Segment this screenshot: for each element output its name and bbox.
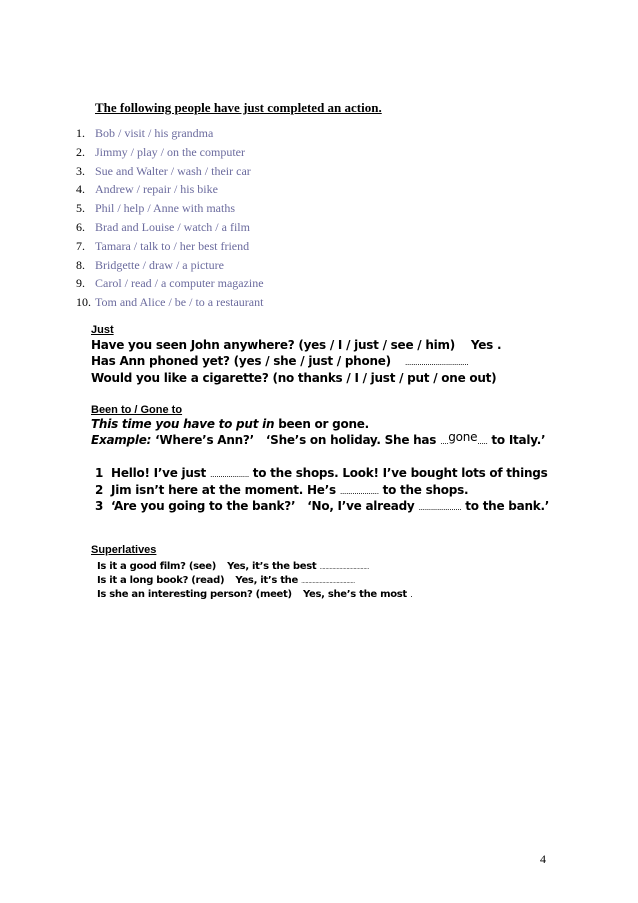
item-text: Sue and Walter / wash / their car xyxy=(95,163,251,178)
item-number: 4. xyxy=(76,182,85,197)
question-text: Is she an interesting person? (meet) xyxy=(97,589,292,600)
sentence-number: 2 xyxy=(95,483,104,497)
list-item xyxy=(76,274,264,293)
item-text: Bob / visit / his grandma xyxy=(95,126,214,140)
exercise-sentence-1 xyxy=(95,466,547,480)
list-item xyxy=(76,124,264,143)
item-number: 2. xyxy=(76,144,85,159)
item-text: Andrew / repair / his bike xyxy=(95,182,218,197)
just-question-1 xyxy=(91,338,501,352)
item-number: 5. xyxy=(76,201,85,216)
sentence-start: ‘Are you going to the bank?’ xyxy=(111,499,296,513)
sentence-number: 3 xyxy=(95,499,104,513)
example-label: Example: xyxy=(91,433,152,447)
answer-blank: ................... xyxy=(209,470,249,479)
example-answer-end: to Italy.’ xyxy=(491,433,546,447)
superlative-row-1 xyxy=(97,561,369,572)
item-number: 6. xyxy=(76,219,85,234)
example-handwritten-answer: gone xyxy=(448,430,478,444)
been-gone-title: Been to / Gone to xyxy=(91,404,183,416)
page-number: 4 xyxy=(540,852,546,866)
action-list xyxy=(76,124,264,312)
answer-text: Yes, it’s the xyxy=(235,575,298,586)
instruction-italic: This time you have to put in xyxy=(91,417,275,431)
list-item xyxy=(76,199,264,218)
answer-blank: ................... xyxy=(339,487,379,496)
answer-blank: ..................... xyxy=(418,503,462,512)
item-number: 10. xyxy=(76,295,91,310)
sentence-middle: ‘No, I’ve already xyxy=(307,499,415,513)
list-item xyxy=(76,143,264,162)
item-number: 3. xyxy=(76,163,85,178)
answer-text: Yes . xyxy=(470,338,502,352)
sentence-end: to the shops. xyxy=(382,483,469,497)
sentence-end: to the shops. Look! I’ve bought lots of things xyxy=(252,466,548,480)
answer-blank: ..... xyxy=(477,437,488,446)
item-text: Tamara / talk to / her best friend xyxy=(95,238,250,253)
question-text: Is it a long book? (read) xyxy=(97,575,225,586)
answer-blank: ...................................... xyxy=(301,578,355,585)
superlatives-title: Superlatives xyxy=(91,544,157,556)
just-question-3: Would you like a cigarette? (no thanks / I / just / put / one out) xyxy=(91,371,497,385)
sentence-start: Jim isn’t here at the moment. He’s xyxy=(111,483,336,497)
sentence-number: 1 xyxy=(95,466,104,480)
answer-text: Yes, she’s the most xyxy=(302,589,407,600)
item-number: 8. xyxy=(76,257,85,272)
instruction-bold: been or gone. xyxy=(278,417,369,431)
superlative-row-3 xyxy=(97,589,412,600)
list-item xyxy=(76,180,264,199)
list-item xyxy=(76,218,264,237)
list-item xyxy=(76,162,264,181)
answer-text: Yes, it’s the best xyxy=(227,561,317,572)
item-text: Phil / help / Anne with maths xyxy=(95,201,235,216)
exercise-sentence-3 xyxy=(95,499,549,513)
item-number: 7. xyxy=(76,238,85,253)
section-heading: The following people have just completed an action. xyxy=(95,100,382,115)
sentence-end: to the bank.’ xyxy=(465,499,550,513)
answer-blank: . xyxy=(410,590,413,599)
item-text: Brad and Louise / watch / a film xyxy=(95,219,250,234)
superlative-row-2 xyxy=(97,575,355,586)
question-text: Is it a good film? (see) xyxy=(97,561,216,572)
answer-blank: .... xyxy=(440,437,449,446)
example-question: ‘Where’s Ann?’ xyxy=(155,433,254,447)
just-title: Just xyxy=(91,324,114,336)
instruction xyxy=(91,417,369,431)
just-question-2 xyxy=(91,354,468,368)
item-number: 9. xyxy=(76,276,85,291)
example-line xyxy=(91,430,546,447)
example-answer-start: ‘She’s on holiday. She has xyxy=(265,433,437,447)
list-item xyxy=(76,256,264,275)
list-item xyxy=(76,293,264,312)
sentence-start: Hello! I’ve just xyxy=(111,466,207,480)
item-text: Jimmy / play / on the computer xyxy=(95,144,245,159)
question-text: Have you seen John anywhere? (yes / I / just / see / him) xyxy=(91,338,455,352)
item-text: Tom and Alice / be / to a restaurant xyxy=(95,295,264,310)
item-number: 1. xyxy=(76,126,85,140)
list-item xyxy=(76,237,264,256)
answer-blank: ................................... xyxy=(319,564,369,571)
item-text: Carol / read / a computer magazine xyxy=(95,276,264,291)
answer-blank: ............................... xyxy=(404,358,469,367)
exercise-sentence-2 xyxy=(95,483,468,497)
item-text: Bridgette / draw / a picture xyxy=(95,257,224,272)
question-text: Has Ann phoned yet? (yes / she / just / phone) xyxy=(91,354,391,368)
